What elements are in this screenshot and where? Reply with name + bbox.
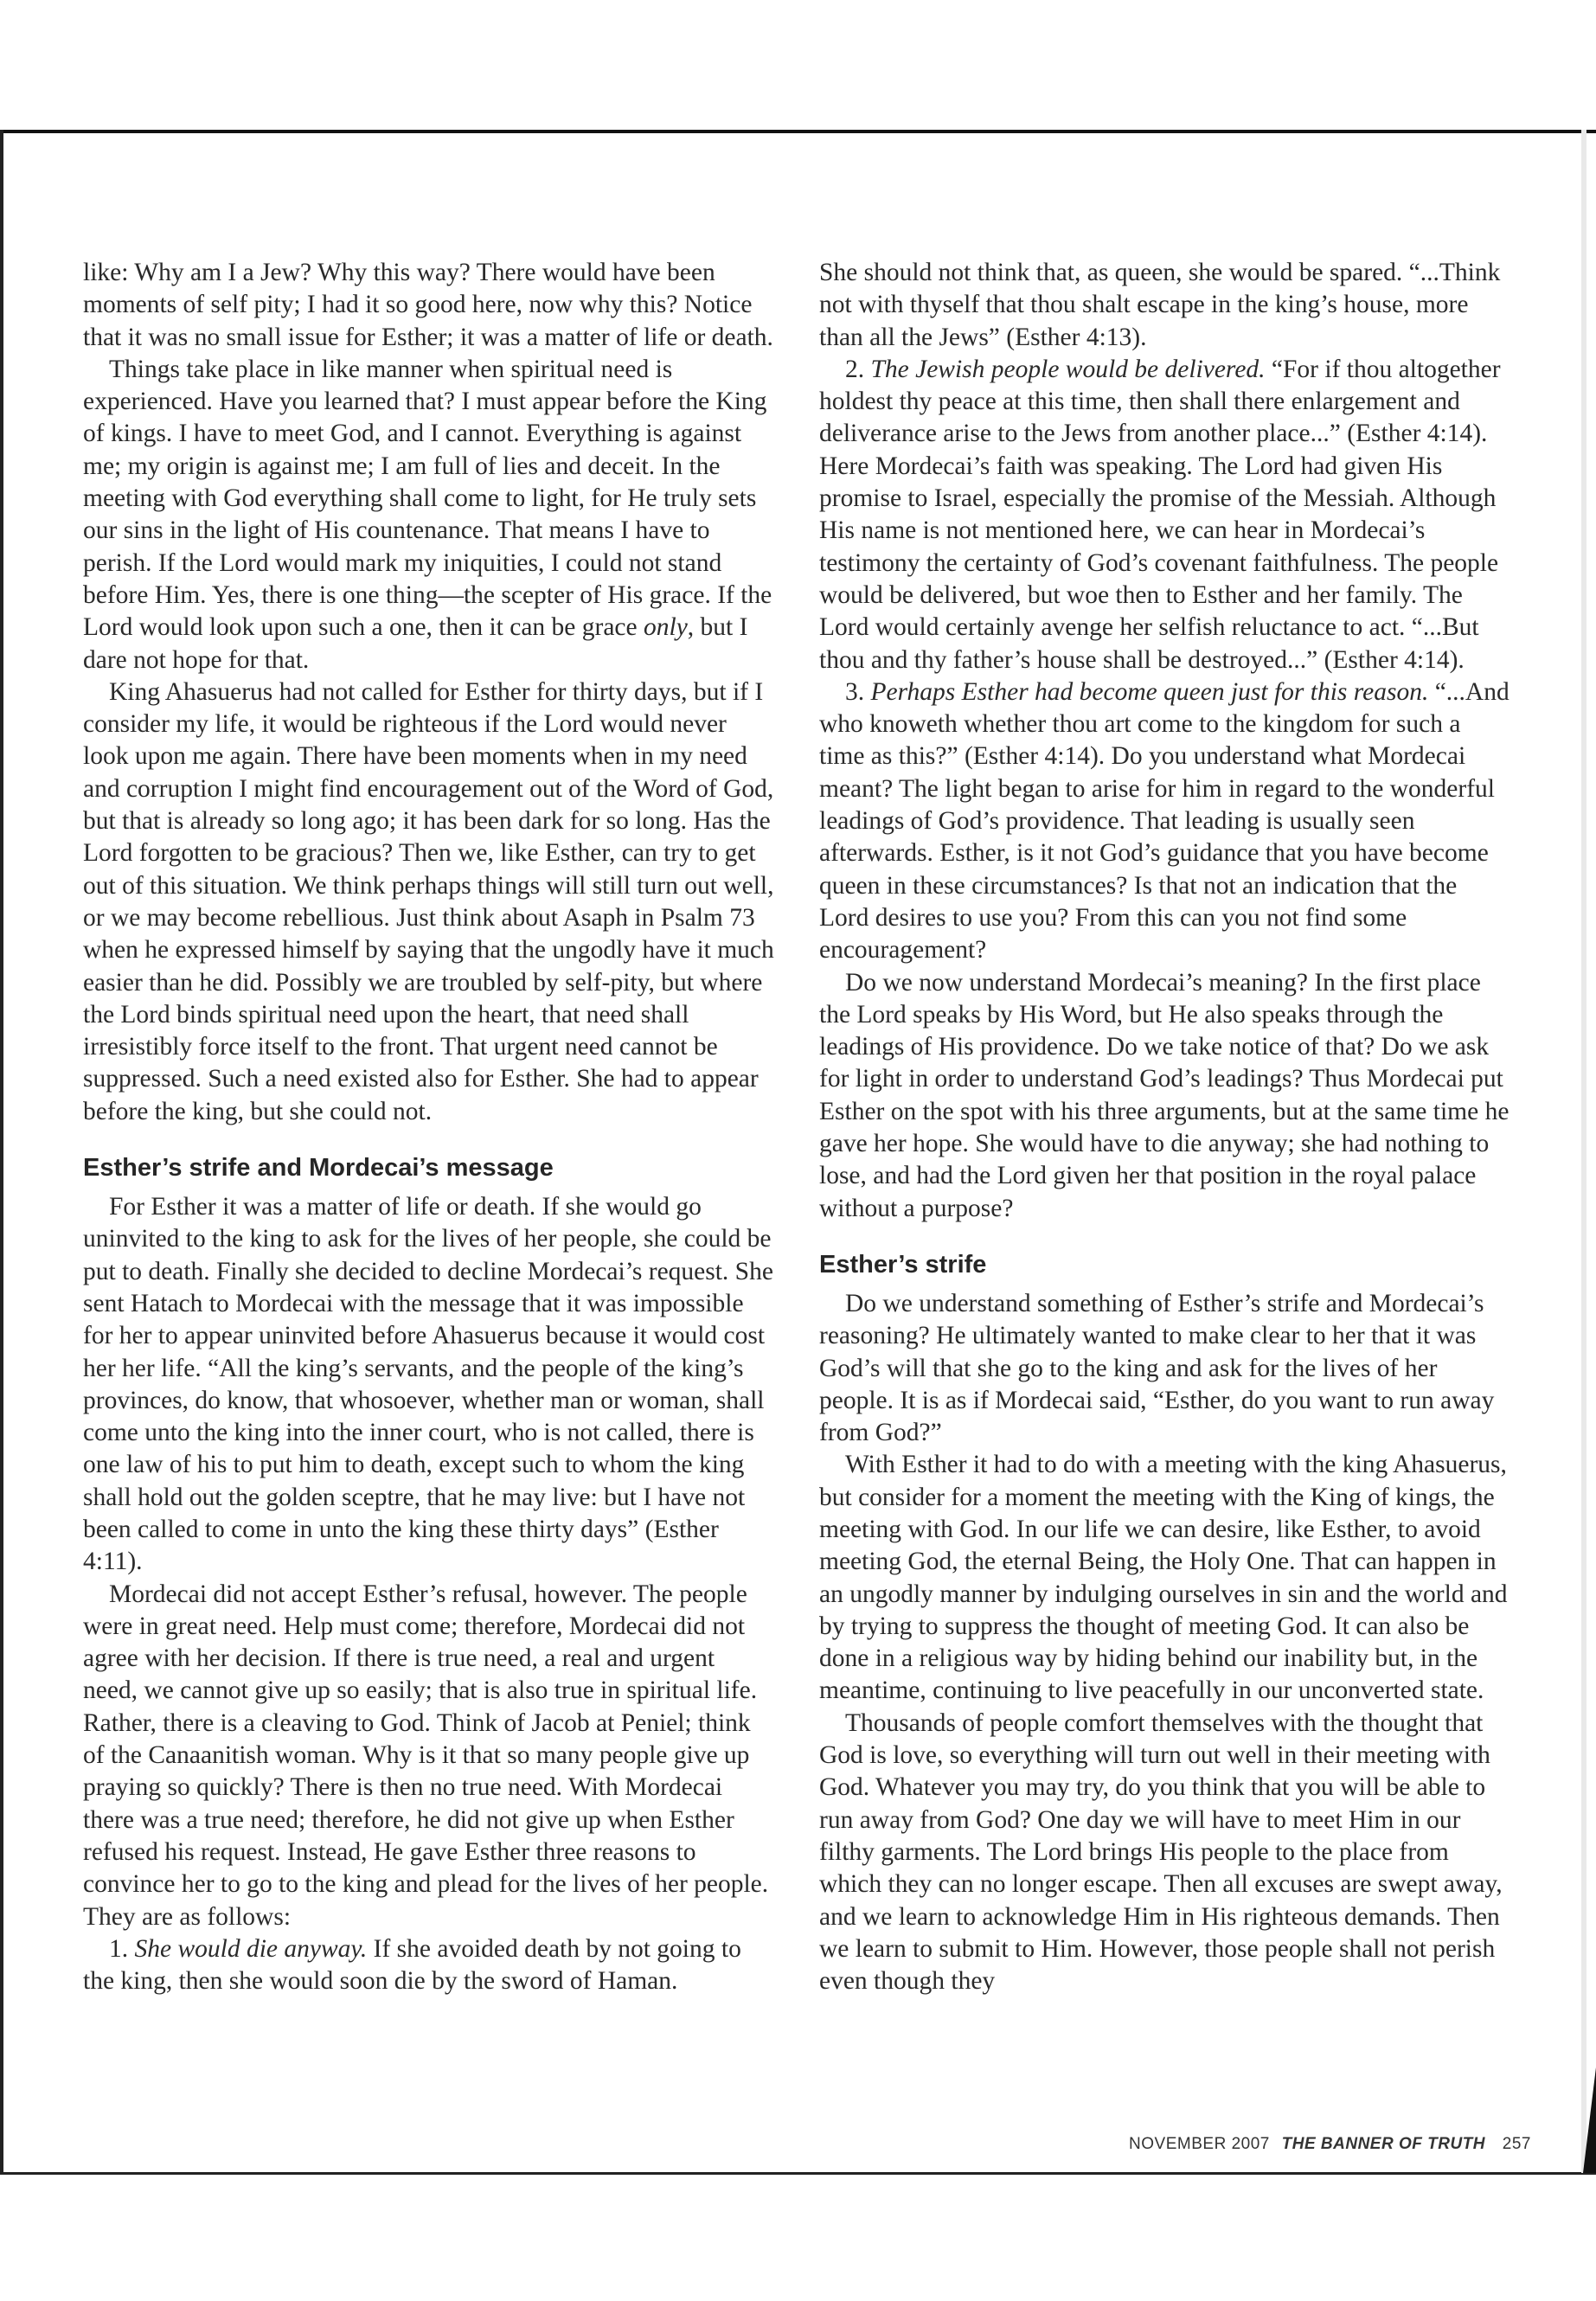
- italic-emphasis: The Jewish people would be delivered.: [870, 355, 1266, 383]
- paragraph-text: 1.: [109, 1934, 135, 1963]
- paragraph: [819, 1449, 1511, 1707]
- paragraph: [819, 676, 1511, 967]
- paragraph-text: Do we now understand Mordecai’s meaning? In the first place the Lord speaks by His Word, but He also speaks through the leadings of His providence. Do we take notice of that? Do we ask for light in order to understand God’s leadings? Thus Mordecai put Esther on the spot with his three arguments, but at the same time he gave her hope. She would have to die anyway; she had nothing to lose, and had the Lord given her that position in the royal palace without a purpose?: [819, 968, 1509, 1222]
- footer-issue-date: NOVEMBER 2007: [1129, 2135, 1270, 2153]
- scan-page-edge: [1581, 130, 1586, 2173]
- paragraph-text: like: Why am I a Jew? Why this way? There would have been moments of self pity; I had it so good here, now why this? Notice that it was no small issue for Esther; it was a matter of life or death.: [83, 259, 773, 351]
- italic-emphasis: She would die anyway.: [134, 1934, 368, 1963]
- paragraph: [819, 257, 1511, 354]
- section-heading: Esther’s strife: [819, 1250, 987, 1279]
- scan-border-top: [0, 130, 1596, 133]
- scan-border-bottom: [0, 2172, 1596, 2175]
- footer-magazine-title: THE BANNER OF TRUTH: [1281, 2135, 1486, 2153]
- paragraph-text: Things take place in like manner when spiritual need is experienced. Have you learned that? I must appear before the King of kings. I have to meet God, and I cannot. Everything is against me; my origin is against me; I am full of lies and deceit. In the meeting with God everything shall come to light, for He truly sets our sins in the light of His countenance. That means I have to perish. If the Lord would mark my iniquities, I could not stand before Him. Yes, there is one thing—the scepter of His grace. If the Lord would look upon such a one, then it can be grace: [83, 355, 772, 642]
- paragraph-text: 2.: [845, 355, 871, 383]
- right-column: [819, 257, 1511, 1997]
- paragraph-text: If she avoided death by not going to the king, then she would soon die by the sword of Haman.: [83, 1934, 741, 1996]
- scan-corner-shadow: [1583, 2067, 1596, 2173]
- paragraph: [83, 1191, 775, 1579]
- paragraph-text: , but I dare not hope for that.: [83, 613, 748, 674]
- paragraph-text: Mordecai did not accept Esther’s refusal, however. The people were in great need. Help must come; therefore, Mordecai did not agree with her decision. If there is true need, a real and urgent need, we cannot give up so easily; that is also true in spiritual life. Rather, there is a cleaving to God. Think of Jacob at Peniel; think of the Canaanitish woman. Why is it that so many people give up praying so quickly? There is then no true need. With Mordecai there was a true need; therefore, he did not give up when Esther refused his request. Instead, He gave Esther three reasons to convince her to go to the king and plead for the lives of her people. They are as follows:: [83, 1580, 769, 1931]
- paragraph: [83, 257, 775, 354]
- paragraph-text: With Esther it had to do with a meeting with the king Ahasuerus, but consider for a moment the meeting with the King of kings, the meeting with God. In our life we can desire, like Esther, to avoid meeting God, the eternal Being, the Holy One. That can happen in an ungodly manner by indulging ourselves in sin and the world and by trying to suppress the thought of meeting God. It can also be done in a religious way by hiding behind our inability but, in the meantime, continuing to live peacefully in our unconverted state.: [819, 1451, 1508, 1705]
- paragraph: [83, 354, 775, 676]
- paragraph: [819, 1288, 1511, 1449]
- paragraph: [83, 676, 775, 1128]
- paragraph-text: Thousands of people comfort themselves with the thought that God is love, so everything will turn out well in their meeting with God. Whatever you may try, do you think that you will be able to run away from God? One day we will have to meet Him in our filthy garments. The Lord brings His people to the place from which they can no longer escape. Then all excuses are swept away, and we learn to acknowledge Him in His righteous demands. Then we learn to submit to Him. However, those people shall not perish even though they: [819, 1708, 1503, 1996]
- paragraph: [819, 967, 1511, 1225]
- left-column: [83, 257, 775, 1997]
- paragraph: [819, 1708, 1511, 1998]
- paragraph-text: King Ahasuerus had not called for Esther for thirty days, but if I consider my life, it would be righteous if the Lord would never look upon me again. There have been moments when in my need and corruption I might find encouragement out of the Word of God, but that is already so long ago; it has been dark for so long. Has the Lord forgotten to be gracious? Then we, like Esther, can try to get out of this situation. We think perhaps things will still turn out well, or we may become rebellious. Just think about Asaph in Psalm 73 when he expressed himself by saying that the ungodly have it much easier than he did. Possibly we are troubled by self-pity, but where the Lord binds spiritual need upon the heart, that need shall irresistibly force itself to the front. That urgent need cannot be suppressed. Such a need existed also for Esther. She had to appear before the king, but she could not.: [83, 677, 774, 1125]
- footer-page-number: 257: [1502, 2135, 1531, 2153]
- page-footer: [952, 2135, 1531, 2154]
- paragraph-text: Do we understand something of Esther’s strife and Mordecai’s reasoning? He ultimately wanted to make clear to her that it was God’s will that she go to the king and ask for the lives of her people. It is as if Mordecai said, “Esther, do you want to run away from God?”: [819, 1289, 1495, 1447]
- scan-border-left: [0, 130, 3, 2173]
- paragraph-text: “...And who knoweth whether thou art come to the kingdom for such a time as this?” (Esther 4:14). Do you understand what Mordecai meant? The light began to arise for him in regard to the wonderful leadings of God’s providence. That leading is usually seen afterwards. Esther, is it not God’s guidance that you have become queen in these circumstances? Is that not an indication that the Lord desires to use you? From this can you not find some encouragement?: [819, 677, 1509, 965]
- paragraph-text: She should not think that, as queen, she would be spared. “...Think not with thyself that thou shalt escape in the king’s house, more than all the Jews” (Esther 4:13).: [819, 259, 1501, 351]
- italic-emphasis: only: [644, 613, 688, 642]
- paragraph: [819, 354, 1511, 676]
- italic-emphasis: Perhaps Esther had become queen just for this reason.: [870, 677, 1429, 706]
- section-heading: Esther’s strife and Mordecai’s message: [83, 1154, 554, 1183]
- paragraph: [83, 1579, 775, 1933]
- paragraph-text: “For if thou altogether holdest thy peace at this time, then shall there enlargement and deliverance arise to the Jews from another place...” (Esther 4:14). Here Mordecai’s faith was speaking. The Lord had given His promise to Israel, especially the promise of the Messiah. Although His name is not mentioned here, we can hear in Mordecai’s testimony the certainty of God’s covenant faithfulness. The people would be delivered, but woe then to Esther and her family. The Lord would certainly avenge her selfish reluctance to act. “...But thou and thy father’s house shall be destroyed...” (Esther 4:14).: [819, 355, 1501, 674]
- paragraph: [83, 1933, 775, 1998]
- paragraph-text: 3.: [845, 677, 871, 706]
- paragraph-text: For Esther it was a matter of life or death. If she would go uninvited to the king to ask for the lives of her people, she could be put to death. Finally she decided to decline Mordecai’s request. She sent Hatach to Mordecai with the message that it was impossible for her to appear uninvited before Ahasuerus because it would cost her her life. “All the king’s servants, and the people of the king’s provinces, do know, that whosoever, whether man or woman, shall come unto the king into the inner court, who is not called, there is one law of his to put him to death, except such to whom the king shall hold out the golden sceptre, that he may live: but I have not been called to come in unto the king these thirty days” (Esther 4:11).: [83, 1193, 773, 1576]
